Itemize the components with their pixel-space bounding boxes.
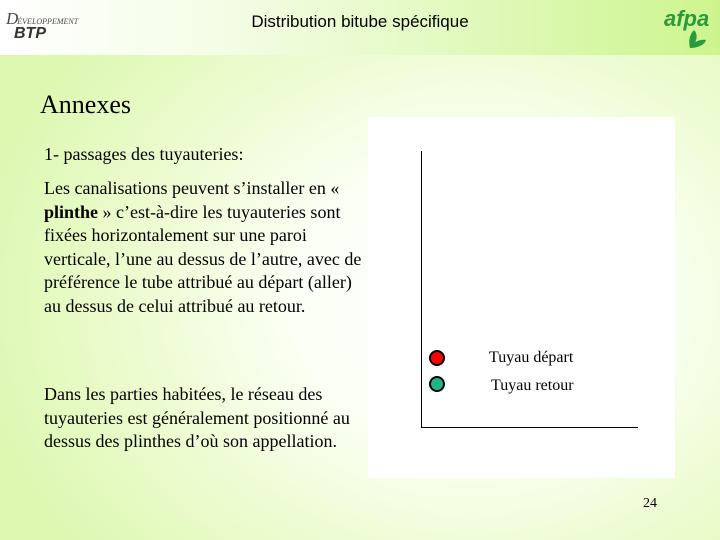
floor-line — [421, 427, 638, 428]
paragraph-plinthe: Les canalisations peuvent s’installer en « plinthe » c’est-à-dire les tuyauteries sont fixées horizontalement sur une paroi verticale, l’une au dessus de l’autre, avec de préférence le tube attribué au départ (aller) au dessus de celui attribué au retour. — [44, 178, 362, 316]
pipe-retour-marker — [429, 376, 445, 392]
paragraph-habitees: Dans les parties habitées, le réseau des tuyauteries est généralement positionné au dessus des plinthes d’où son appellation. — [44, 384, 350, 451]
pipe-diagram-panel — [368, 117, 675, 478]
afpa-logo-text: afpa — [664, 6, 710, 31]
pipe-depart-marker — [429, 350, 445, 366]
bold-term: plinthe — [44, 201, 99, 222]
subheading: 1- passages des tuyauteries: — [44, 144, 244, 164]
logo-left-line1: DÉVELOPPEMENT — [6, 9, 79, 28]
wall-line — [421, 151, 422, 428]
header-bar — [0, 0, 720, 55]
pipe-depart-label: Tuyau départ — [489, 349, 574, 366]
pipe-retour-label: Tuyau retour — [491, 377, 574, 394]
logo-left-line2: BTP — [14, 25, 46, 42]
page-number: 24 — [643, 496, 657, 511]
section-heading: Annexes — [40, 90, 131, 119]
page-title: Distribution bitube spécifique — [251, 12, 469, 31]
afpa-logo — [660, 4, 718, 50]
